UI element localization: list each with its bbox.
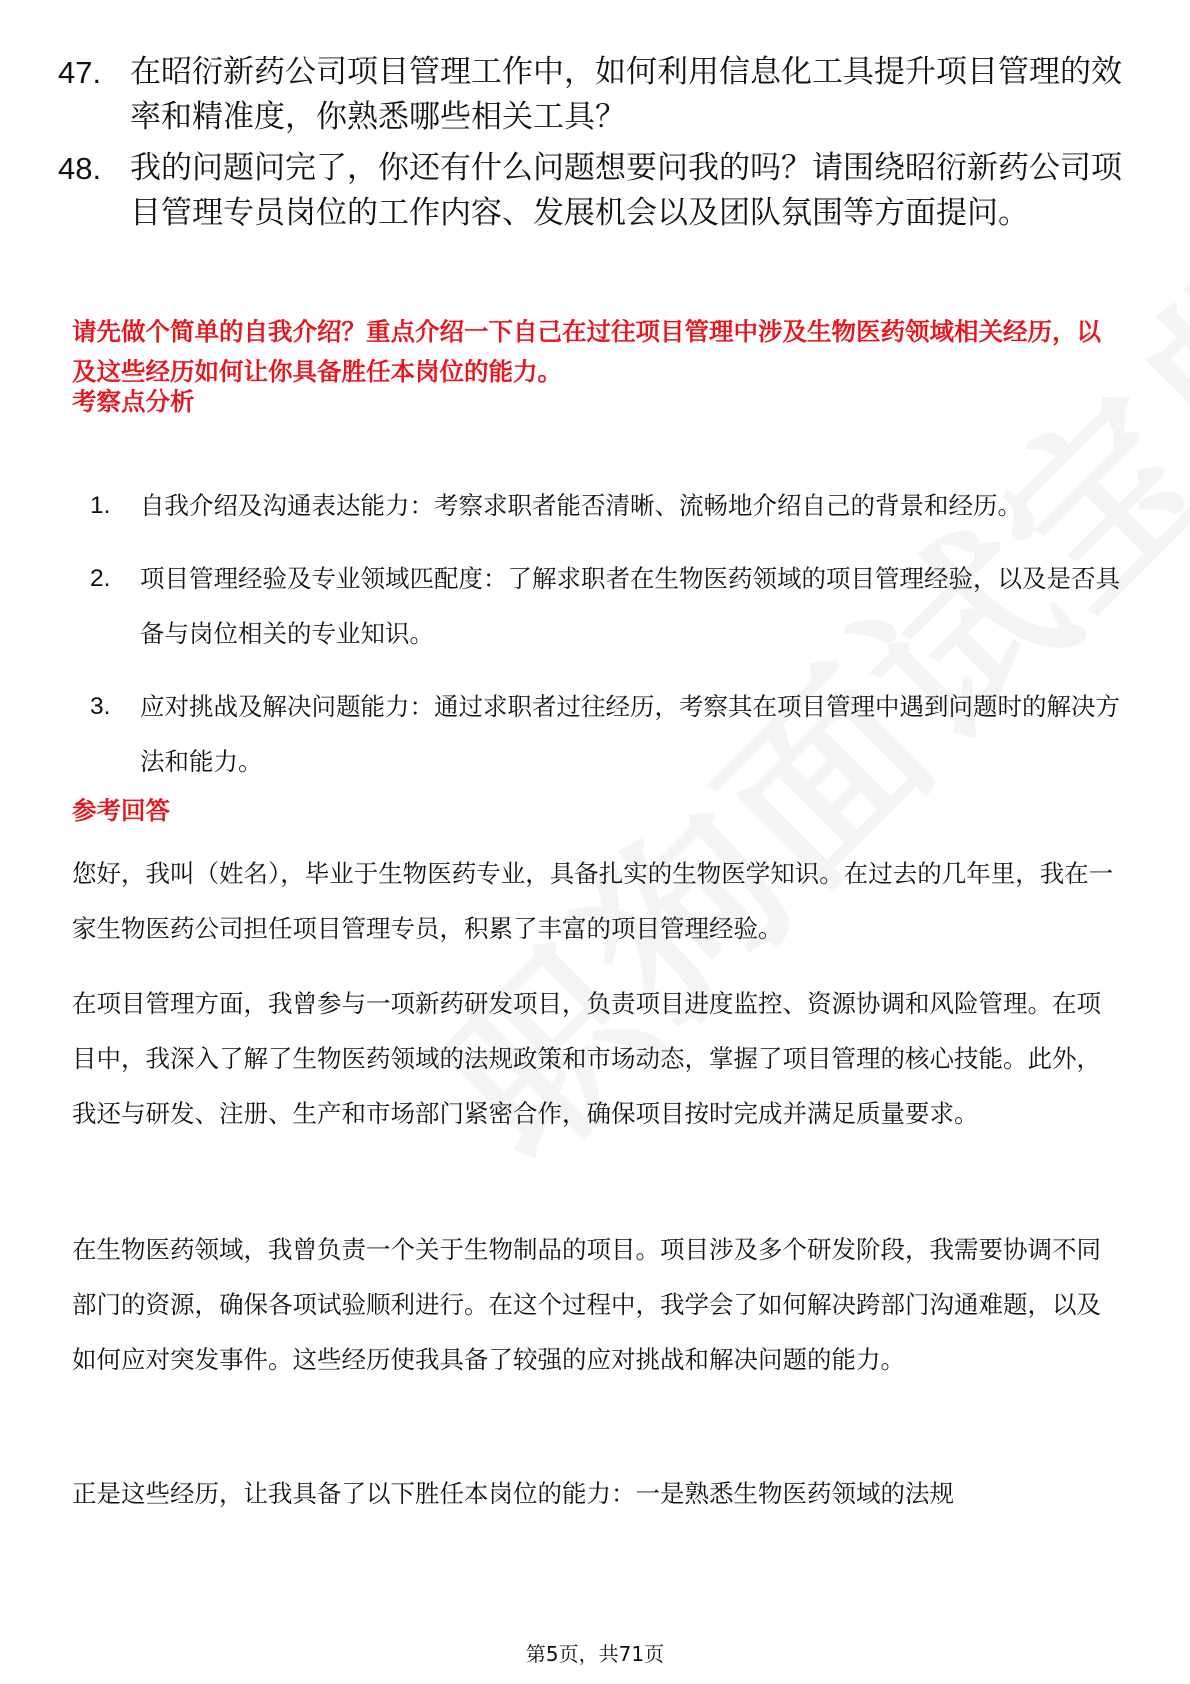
page-footer: 第5页，共71页: [525, 1642, 665, 1666]
list-item: [72, 478, 1122, 533]
list-number: 3.: [90, 693, 111, 720]
question-item: [58, 146, 1128, 236]
list-text: 项目管理经验及专业领域匹配度：了解求职者在生物医药领域的项目管理经验，以及是否具备与岗位相关的专业知识。: [140, 564, 1120, 648]
question-text: 在昭衍新药公司项目管理工作中，如何利用信息化工具提升项目管理的效率和精准度，你熟悉哪些相关工具？: [130, 54, 1122, 135]
list-number: 1.: [90, 492, 111, 519]
list-text: 自我介绍及沟通表达能力：考察求职者能否清晰、流畅地介绍自己的背景和经历。: [140, 491, 1022, 520]
answer-paragraph: 正是这些经历，让我具备了以下胜任本岗位的能力：一是熟悉生物医药领域的法规: [72, 1479, 954, 1508]
analysis-heading: 考察点分析: [72, 387, 195, 416]
answer-paragraph: 在生物医药领域，我曾负责一个关于生物制品的项目。项目涉及多个研发阶段，我需要协调不同部门的资源，确保各项试验顺利进行。在这个过程中，我学会了如何解决跨部门沟通难题，以及如何应对突发事件。这些经历使我具备了较强的应对挑战和解决问题的能力。: [72, 1235, 1101, 1374]
list-item: [72, 551, 1122, 661]
question-item: [58, 50, 1128, 140]
list-text: 应对挑战及解决问题能力：通过求职者过往经历，考察其在项目管理中遇到问题时的解决方法和能力。: [140, 692, 1120, 776]
answer-heading: 参考回答: [72, 796, 170, 825]
question-text: 我的问题问完了，你还有什么问题想要问我的吗？请围绕昭衍新药公司项目管理专员岗位的工作内容、发展机会以及团队氛围等方面提问。: [130, 150, 1122, 231]
highlighted-question: 请先做个简单的自我介绍？重点介绍一下自己在过往项目管理中涉及生物医药领域相关经历，以及这些经历如何让你具备胜任本岗位的能力。: [72, 317, 1101, 386]
list-number: 2.: [90, 565, 111, 592]
list-item: [72, 679, 1122, 789]
question-number: 47.: [58, 55, 102, 90]
question-number: 48.: [58, 151, 102, 186]
analysis-list: [72, 478, 1122, 807]
answer-paragraph: 在项目管理方面，我曾参与一项新药研发项目，负责项目进度监控、资源协调和风险管理。在项目中，我深入了解了生物医药领域的法规政策和市场动态，掌握了项目管理的核心技能。此外，我还与研发、注册、生产和市场部门紧密合作，确保项目按时完成并满足质量要求。: [72, 989, 1101, 1128]
answer-paragraph: 您好，我叫（姓名），毕业于生物医药专业，具备扎实的生物医学知识。在过去的几年里，我在一家生物医药公司担任项目管理专员，积累了丰富的项目管理经验。: [72, 859, 1114, 943]
